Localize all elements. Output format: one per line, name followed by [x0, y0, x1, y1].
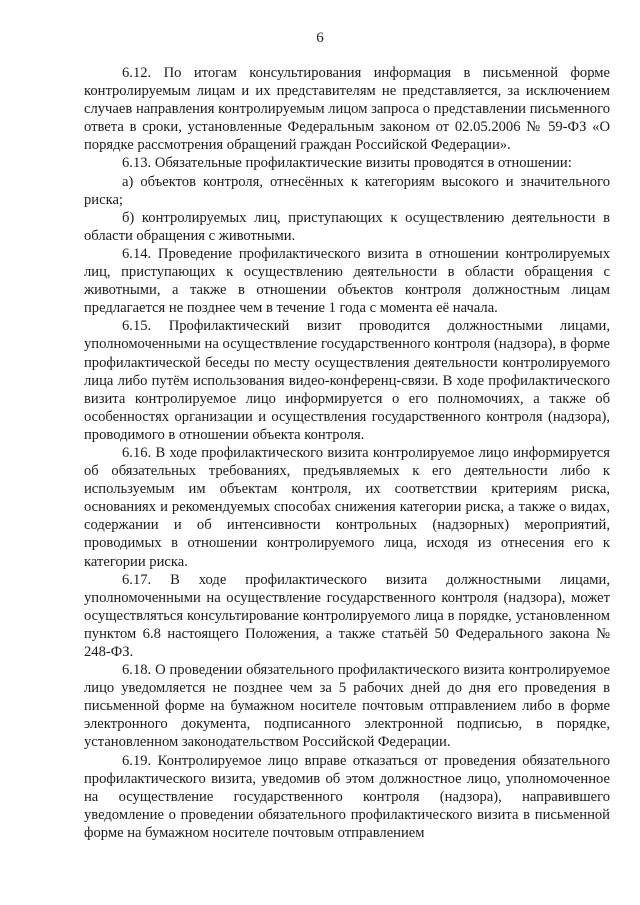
- paragraph-6-12: 6.12. По итогам консультирования информация в письменной форме контролируемым лицам и их представителям не представляется, за исключением случаев направления контролируемым лицом запроса о представлении письменного ответа в сроки, установленные Федеральным законом от 02.05.2006 № 59-ФЗ «О порядке рассмотрения обращений граждан Российской Федерации».: [84, 65, 610, 154]
- list-item-a: а) объектов контроля, отнесённых к категориям высокого и значительного риска;: [84, 173, 610, 208]
- paragraph-6-13: 6.13. Обязательные профилактические визиты проводятся в отношении:: [122, 155, 572, 172]
- paragraph-6-15: 6.15. Профилактический визит проводится должностными лицами, уполномоченными на осуществление государственного контроля (надзора), в форме профилактической беседы по месту осуществления деятельности контролируемого лица либо путём использования видео-конференц-связи. В ходе профилактического визита контролируемое лицо информируется о его полномочиях, а также об особенностях организации и осуществления государственного контроля (надзора), проводимого в отношении объекта контроля.: [84, 318, 610, 443]
- paragraph-6-14: 6.14. Проведение профилактического визита в отношении контролируемых лиц, приступающих к осуществлению деятельности в области обращения с животными, а также в отношении объектов контроля должностным лицам предлагается не позднее чем в течение 1 года с момента её начала.: [84, 245, 610, 317]
- paragraph-6-16: 6.16. В ходе профилактического визита контролируемое лицо информируется об обязательных требованиях, предъявляемых к его деятельности либо к используемым им объектам контроля, их соответствии критериям риска, основаниях и рекомендуемых способах снижения категории риска, а также о видах, содержании и об интенсивности контрольных (надзорных) мероприятий, проводимых в отношении контролируемого лица, исходя из отнесения его к категории риска.: [84, 444, 610, 570]
- paragraph-6-17: 6.17. В ходе профилактического визита должностными лицами, уполномоченными на осуществление государственного контроля (надзора), может осуществляться консультирование контролируемого лица в порядке, установленном пунктом 6.8 настоящего Положения, а также статьёй 50 Федерального закона № 248-ФЗ.: [84, 571, 610, 660]
- paragraph-6-19: 6.19. Контролируемое лицо вправе отказаться от проведения обязательного профилактического визита, уведомив об этом должностное лицо, уполномоченное на осуществление государственного контроля (надзора), направившего уведомление о проведении обязательного профилактического визита в письменной форме на бумажном носителе почтовым отправлением: [84, 752, 610, 841]
- paragraph-6-18: 6.18. О проведении обязательного профилактического визита контролируемое лицо уведомляется не позднее чем за 5 рабочих дней до дня его проведения в письменной форме на бумажном носителе почтовым отправлением либо в форме электронного документа, подписанного электронной подписью, в порядке, установленном законодательством Российской Федерации.: [84, 662, 610, 751]
- list-item-b: б) контролируемых лиц, приступающих к осуществлению деятельности в области обращения с животными.: [84, 209, 610, 244]
- page-number: 6: [316, 30, 324, 46]
- document-body: [84, 64, 610, 842]
